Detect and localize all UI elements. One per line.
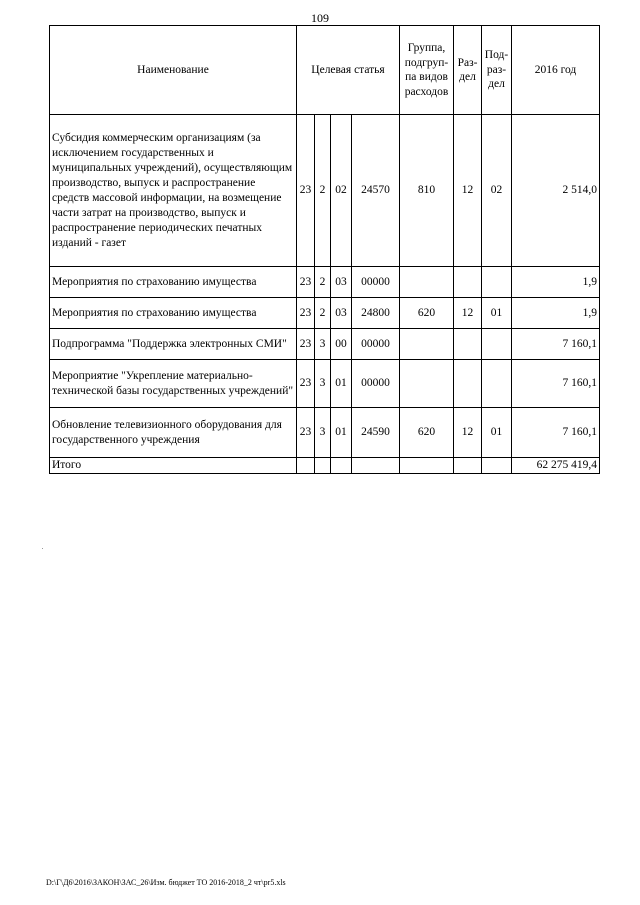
row-code-4: 24800 <box>352 298 400 329</box>
total-amount: 62 275 419,4 <box>512 458 600 474</box>
row-name: Мероприятие "Укрепление материально-технической базы государственных учреждений" <box>50 360 297 408</box>
row-amount: 2 514,0 <box>512 115 600 267</box>
row-code-3: 03 <box>331 298 352 329</box>
table-row <box>50 267 600 298</box>
table-row <box>50 329 600 360</box>
row-code-3: 02 <box>331 115 352 267</box>
header-subsection: Под-раз-дел <box>482 26 512 115</box>
row-code-2: 2 <box>315 267 331 298</box>
row-subsection: 02 <box>482 115 512 267</box>
row-group: 620 <box>400 298 454 329</box>
row-code-4: 24590 <box>352 408 400 458</box>
row-subsection <box>482 267 512 298</box>
row-code-4: 00000 <box>352 329 400 360</box>
row-code-4: 00000 <box>352 267 400 298</box>
row-code-4: 24570 <box>352 115 400 267</box>
row-code-1: 23 <box>297 360 315 408</box>
row-code-2: 3 <box>315 408 331 458</box>
row-amount: 7 160,1 <box>512 408 600 458</box>
row-section: 12 <box>454 298 482 329</box>
row-name: Мероприятия по страхованию имущества <box>50 267 297 298</box>
row-section: 12 <box>454 408 482 458</box>
empty-cell <box>331 458 352 474</box>
row-code-3: 01 <box>331 360 352 408</box>
row-code-3: 00 <box>331 329 352 360</box>
row-code-2: 3 <box>315 360 331 408</box>
table-row <box>50 115 600 267</box>
row-group <box>400 329 454 360</box>
empty-cell <box>352 458 400 474</box>
row-subsection: 01 <box>482 298 512 329</box>
header-row <box>50 26 600 115</box>
row-code-1: 23 <box>297 329 315 360</box>
page-number: 109 <box>311 11 329 25</box>
header-year: 2016 год <box>512 26 600 115</box>
table-row <box>50 298 600 329</box>
row-section <box>454 267 482 298</box>
header-target-article: Целевая статья <box>297 26 400 115</box>
row-amount: 7 160,1 <box>512 360 600 408</box>
row-group: 620 <box>400 408 454 458</box>
row-name: Подпрограмма "Поддержка электронных СМИ" <box>50 329 297 360</box>
row-section <box>454 329 482 360</box>
row-amount: 7 160,1 <box>512 329 600 360</box>
row-name: Субсидия коммерческим организациям (за исключением государственных и муниципальных учреждений), осуществляющим производство, выпуск и распространение средств массовой информации, на возмещение части затрат на производство, выпуск и распространение периодических печатных изданий - газет <box>50 115 297 267</box>
table-row <box>50 408 600 458</box>
scan-speck <box>42 548 43 549</box>
header-expense-group: Группа, подгруп-па видов расходов <box>400 26 454 115</box>
table-row <box>50 360 600 408</box>
header-section: Раз-дел <box>454 26 482 115</box>
empty-cell <box>297 458 315 474</box>
row-section <box>454 360 482 408</box>
total-label: Итого <box>50 458 297 474</box>
empty-cell <box>315 458 331 474</box>
row-section: 12 <box>454 115 482 267</box>
row-subsection <box>482 360 512 408</box>
row-code-3: 01 <box>331 408 352 458</box>
row-subsection <box>482 329 512 360</box>
row-subsection: 01 <box>482 408 512 458</box>
row-amount: 1,9 <box>512 298 600 329</box>
row-code-1: 23 <box>297 408 315 458</box>
row-code-1: 23 <box>297 298 315 329</box>
file-path-footer: D:\Г\Д6\2016\ЗАКОН\ЗАС_26\Изм. бюджет ТО 2016-2018_2 чт\pr5.xls <box>46 878 286 887</box>
empty-cell <box>454 458 482 474</box>
row-code-1: 23 <box>297 115 315 267</box>
row-amount: 1,9 <box>512 267 600 298</box>
row-name: Мероприятия по страхованию имущества <box>50 298 297 329</box>
row-code-2: 3 <box>315 329 331 360</box>
total-row <box>50 458 600 474</box>
budget-table <box>49 25 600 474</box>
row-code-2: 2 <box>315 115 331 267</box>
header-name: Наименование <box>50 26 297 115</box>
row-code-1: 23 <box>297 267 315 298</box>
row-code-2: 2 <box>315 298 331 329</box>
row-group: 810 <box>400 115 454 267</box>
empty-cell <box>400 458 454 474</box>
row-code-4: 00000 <box>352 360 400 408</box>
row-group <box>400 360 454 408</box>
row-name: Обновление телевизионного оборудования для государственного учреждения <box>50 408 297 458</box>
empty-cell <box>482 458 512 474</box>
row-group <box>400 267 454 298</box>
row-code-3: 03 <box>331 267 352 298</box>
